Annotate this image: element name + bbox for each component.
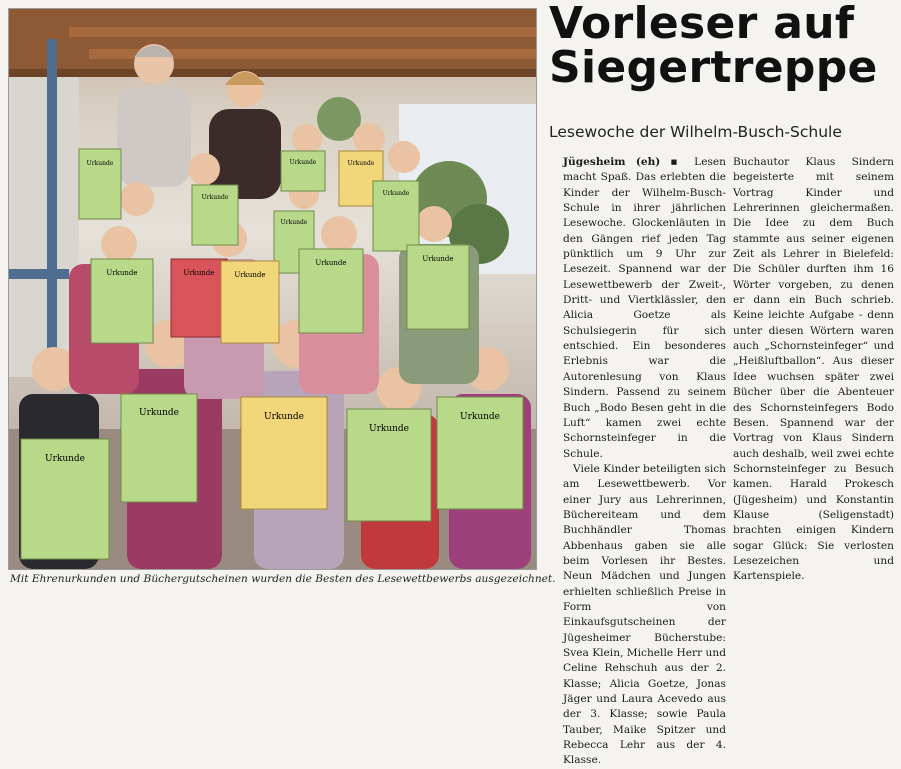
certificate [121, 394, 197, 502]
certificate [221, 261, 279, 343]
certificate [21, 439, 109, 559]
paragraph-text: Lesen macht Spaß. Das erlebten die Kinder der Wilhelm-Busch-Schule in ihrer jährlichen Lesewoche. Glockenläuten in den Gängen rief jeden Tag pünktlich um 9 Uhr zur Lesezeit. Spannend war der Lesewettbewerb der Zweit-, Dritt- und Viertklässler, den Alicia Goetze als Schulsiegerin für sich entschied. Ein besonderes Erlebnis war die Autorenlesung von Klaus Sindern. Passend zu seinem Buch „Bodo Besen geht in die Luft“ kamen zwei echte Schornsteinfeger in die Schule. [563, 156, 726, 460]
svg-text:Urkunde: Urkunde [106, 269, 138, 277]
certificate [281, 151, 325, 191]
ceiling [9, 9, 536, 69]
svg-text:Urkunde: Urkunde [280, 219, 308, 226]
svg-text:Urkunde: Urkunde [289, 159, 317, 166]
paragraph: Buchautor Klaus Sindern begeisterte mit seinem Vortrag Kinder und Lehrerinnen gleichermaßen. Die Idee zu dem Buch stammte aus seiner eigenen Zeit als Lehrer in Bielefeld: Die Schüler durften ihm 16 Wörter vorgeben, zu denen er dann ein Buch schrieb. Keine leichte Aufgabe - denn unter diesen Wörtern waren auch „Schornsteinfeger“ und „Heißluftballon“. Aus dieser Idee wuchsen später zwei Bücher über die Abenteuer des Schornsteinfegers Bodo Besen. Spannend war der Vortrag von Klaus Sindern auch deshalb, weil zwei echte Schornsteinfeger zu Besuch kamen. Harald Prokesch (Jügesheim) und Konstantin Klause (Seligenstadt) brachten einigen Kindern sogar Glück: Sie verlosten Lesezeichen und Kartenspiele. [733, 156, 894, 583]
certificate [299, 249, 363, 333]
certificate [241, 397, 327, 509]
svg-text:Urkunde: Urkunde [422, 255, 454, 263]
paragraph: Viele Kinder beteiligten sich am Lesewettbewerb. Vor einer Jury aus Lehrerinnen, Büchereiteam und dem Buchhändler Thomas Abbenhaus gaben sie alle beim Vorlesen ihr Bestes. Neun Mädchen und Jungen erhielten schließlich Preise in Form von Einkaufsgutscheinen der Jügesheimer Bücherstube: Svea Klein, Michelle Herr und Celine Rehschuh aus der 2. Klasse; Alicia Goetze, Jonas Jäger und Laura Acevedo aus der 3. Klasse; sowie Paula Tauber, Maike Spitzer und Rebecca Lehr aus der 4. Klasse. [563, 462, 726, 767]
subheadline: Lesewoche der Wilhelm-Busch-Schule [549, 123, 842, 141]
svg-text:Urkunde: Urkunde [347, 160, 375, 167]
article-column-2 [733, 155, 894, 585]
certificate [407, 245, 469, 329]
certificate [192, 185, 238, 245]
svg-text:Urkunde: Urkunde [234, 271, 266, 279]
dateline: Jügesheim (eh) [563, 156, 661, 168]
svg-text:Urkunde: Urkunde [315, 259, 347, 267]
svg-text:Urkunde: Urkunde [201, 194, 229, 201]
headline-line-2: Siegertreppe [549, 42, 878, 93]
certificate [373, 181, 419, 251]
certificate [79, 149, 121, 219]
stair-rail [47, 39, 57, 369]
photo-caption: Mit Ehrenurkunden und Büchergutscheinen wurden die Besten des Lesewettbewerbs ausgezeichnet. [10, 573, 556, 585]
svg-text:Urkunde: Urkunde [368, 424, 410, 434]
certificate [91, 259, 153, 343]
svg-text:Urkunde: Urkunde [263, 412, 305, 422]
svg-text:Urkunde: Urkunde [459, 412, 501, 422]
article-column-1 [563, 155, 726, 769]
certificate [347, 409, 431, 521]
photo-illustration [9, 9, 536, 569]
headline [549, 0, 894, 93]
svg-text:Urkunde: Urkunde [138, 408, 180, 418]
svg-text:Urkunde: Urkunde [382, 190, 410, 197]
svg-text:Urkunde: Urkunde [44, 454, 86, 464]
svg-text:Urkunde: Urkunde [86, 160, 114, 167]
article-photo [8, 8, 537, 570]
svg-text:Urkunde: Urkunde [183, 269, 215, 277]
certificate [437, 397, 523, 509]
teacher-adult [209, 71, 281, 199]
certificate [171, 259, 227, 337]
paragraph: Jügesheim (eh) ▪ Lesen macht Spaß. Das erlebten die Kinder der Wilhelm-Busch-Schule in ihrer jährlichen Lesewoche. Glockenläuten in den Gängen rief jeden Tag pünktlich um 9 Uhr zur Lesezeit. Spannend war der Lesewettbewerb der Zweit-, Dritt- und Viertklässler, den Alicia Goetze als Schulsiegerin für sich entschied. Ein besonderes Erlebnis war die Autorenlesung von Klaus Sindern. Passend zu seinem Buch „Bodo Besen geht in die Luft“ kamen zwei echte Schornsteinfeger in die Schule. [563, 156, 726, 460]
headline-line-1: Vorleser auf [549, 0, 855, 49]
